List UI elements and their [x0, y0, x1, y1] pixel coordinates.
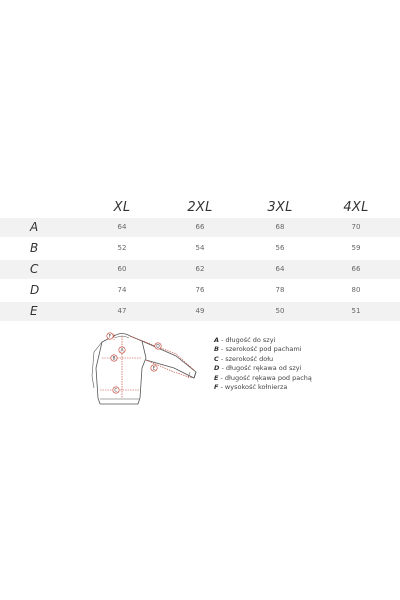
table-cell: 64 [117, 223, 127, 231]
legend-item-d [214, 364, 394, 373]
table-cell: 54 [195, 244, 205, 252]
legend-text: - szerokość dołu [218, 354, 274, 363]
row-label: D [30, 283, 40, 297]
table-cell: 50 [275, 307, 285, 315]
legend-key: F [214, 383, 219, 392]
table-cell: 68 [275, 223, 285, 231]
legend-key: A [214, 336, 220, 344]
svg-text:E: E [152, 366, 156, 372]
legend-key: E [214, 373, 219, 382]
legend-item-a [214, 336, 394, 345]
legend-text: - szerokość pod pachami [218, 345, 302, 354]
table-cell: 52 [117, 244, 127, 252]
table-cell: 70 [351, 223, 361, 231]
sweatshirt-measurement-diagram [84, 328, 204, 408]
table-cell: 59 [351, 244, 361, 252]
table-row-b [0, 239, 400, 258]
size-header-2xl: 2XL [187, 200, 213, 215]
table-cell: 80 [351, 286, 361, 294]
legend-text: - wysokość kołnierza [218, 383, 288, 392]
size-header-3xl: 3XL [267, 200, 293, 215]
table-cell: 49 [195, 307, 205, 315]
measurement-legend [214, 336, 394, 392]
table-row-e [0, 302, 400, 321]
table-cell: 74 [117, 286, 127, 294]
table-row-d [0, 281, 400, 300]
legend-key: D [214, 364, 220, 373]
legend-text: - długość do szyi [219, 336, 276, 344]
table-row-a [0, 218, 400, 237]
legend-text: - długość rękawa od szyi [219, 364, 302, 373]
svg-text:A: A [120, 348, 124, 354]
marker-d [155, 343, 161, 350]
table-cell: 66 [195, 223, 205, 231]
marker-b [111, 355, 117, 362]
row-label: C [30, 262, 39, 276]
table-cell: 51 [351, 307, 361, 315]
table-row-c [0, 260, 400, 279]
legend-item-c [214, 355, 394, 364]
marker-c [113, 387, 119, 394]
table-cell: 64 [275, 265, 285, 273]
legend-item-f [214, 383, 394, 392]
size-header-xl: XL [113, 200, 131, 215]
svg-text:C: C [114, 388, 118, 394]
table-cell: 78 [275, 286, 285, 294]
table-cell: 47 [117, 307, 127, 315]
table-cell: 56 [275, 244, 285, 252]
legend-text: - długość rękawa pod pachą [218, 373, 312, 382]
marker-e [151, 365, 157, 372]
table-cell: 66 [351, 265, 361, 273]
row-label: A [30, 220, 39, 234]
marker-a [119, 347, 125, 354]
legend-key: B [214, 345, 219, 354]
table-cell: 76 [195, 286, 205, 294]
marker-f [107, 333, 113, 340]
size-table [0, 196, 400, 323]
svg-text:D: D [156, 344, 160, 350]
legend-key: C [214, 354, 219, 363]
table-cell: 62 [195, 265, 205, 273]
size-header-row [0, 196, 400, 218]
legend-item-b [214, 345, 394, 354]
row-label: E [30, 304, 38, 318]
row-label: B [30, 241, 39, 255]
svg-text:F: F [108, 334, 112, 340]
legend-item-e [214, 374, 394, 383]
svg-text:B: B [112, 356, 116, 362]
table-cell: 60 [117, 265, 127, 273]
size-header-4xl: 4XL [343, 200, 369, 215]
sweatshirt-outline [92, 334, 196, 405]
